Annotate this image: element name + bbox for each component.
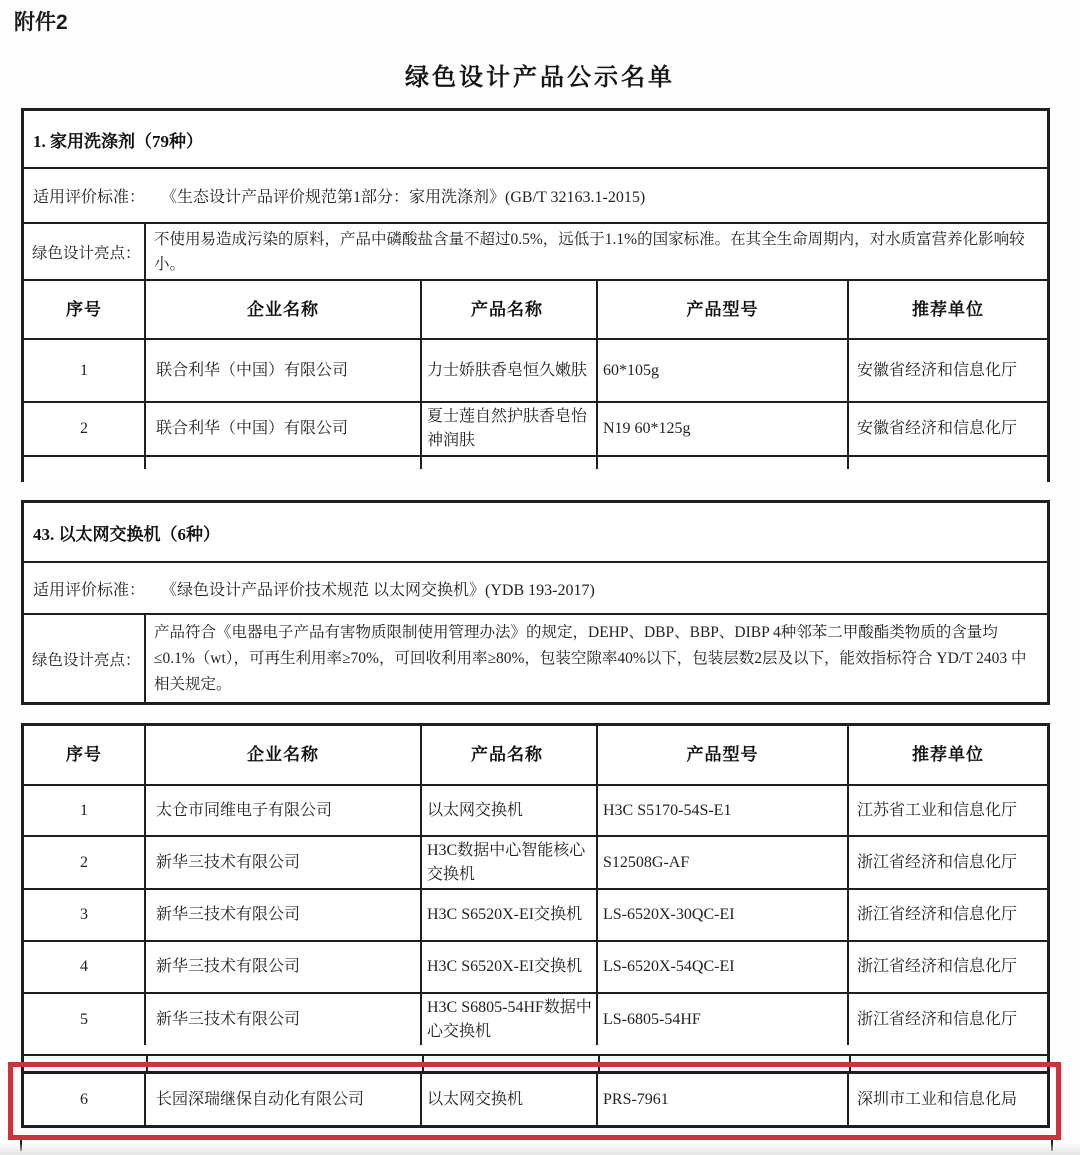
column-header-model: 产品型号: [598, 726, 849, 784]
row-product: H3C S6520X-EI交换机: [422, 942, 598, 992]
standard-label: 适用评价标准：: [33, 581, 146, 599]
row-company: 长园深瑞继保自动化有限公司: [146, 1074, 422, 1125]
row-company: 新华三技术有限公司: [146, 994, 422, 1045]
highlight-text: 不使用易造成污染的原料，产品中磷酸盐含量不超过0.5%，远低于1.1%的国家标准。在其全生命周期内，对水质富营养化影响较小。: [154, 230, 1025, 273]
row-product: H3C数据中心智能核心交换机: [422, 837, 598, 888]
row-recommender: 浙江省经济和信息化厅: [857, 1010, 1018, 1028]
table-row: [24, 994, 1047, 1045]
row-no: 6: [24, 1074, 146, 1125]
row-product: 夏士莲自然护肤香皂怡神润肤: [422, 403, 598, 455]
table-row: [24, 340, 1047, 403]
row-recommender: 浙江省经济和信息化厅: [857, 906, 1018, 923]
table-header-row: [24, 281, 1047, 340]
attachment-label: 附件2: [14, 11, 68, 34]
row-model: LS-6805-54HF: [598, 994, 849, 1045]
section-1-highlight-row: [24, 224, 1047, 281]
section-43-heading: 43. 以太网交换机（6种）: [24, 503, 1047, 563]
column-header-recommender: 推荐单位: [912, 299, 984, 319]
row-model: N19 60*125g: [598, 403, 849, 455]
row-no: 4: [24, 942, 146, 992]
page-title: 绿色设计产品公示名单: [405, 65, 675, 91]
highlight-text: 产品符合《电器电子产品有害物质限制使用管理办法》的规定，DEHP、DBP、BBP、DIBP 4种邻苯二甲酸酯类物质的含量均≤0.1%（wt），可再生利用率≥70%，可回收利用率≥80%，包装空隙率40%以下，包装层数2层及以下，能效指标符合 YD/T 2403 中相关规定。: [154, 623, 1027, 693]
highlight-label: 绿色设计亮点：: [24, 615, 146, 702]
section-1-heading: 1. 家用洗涤剂（79种）: [24, 111, 1047, 169]
row-company: 新华三技术有限公司: [146, 942, 422, 992]
highlight-label: 绿色设计亮点：: [24, 224, 146, 279]
row-recommender: 安徽省经济和信息化厅: [857, 361, 1018, 379]
row-company: 新华三技术有限公司: [146, 890, 422, 940]
row-product: H3C S6805-54HF数据中心交换机: [422, 994, 598, 1045]
row-model: LS-6520X-30QC-EI: [598, 890, 849, 940]
row-no: 1: [24, 340, 146, 401]
section-43-table: [21, 723, 1050, 1056]
section-1-table: [21, 108, 1050, 482]
column-header-company: 企业名称: [146, 726, 422, 784]
row-recommender: 深圳市工业和信息化局: [857, 1090, 1018, 1108]
row-no: 1: [24, 786, 146, 835]
row-product: 力士娇肤香皂恒久嫩肤: [422, 340, 598, 401]
table-row: [24, 786, 1047, 837]
row-company: 联合利华（中国）有限公司: [146, 403, 422, 455]
section-43-highlight-row: [24, 615, 1047, 702]
table-row: [24, 890, 1047, 942]
section-43-infobox: [21, 500, 1050, 705]
row-no: 2: [24, 403, 146, 455]
column-header-recommender: 推荐单位: [912, 745, 984, 764]
scan-bottom-shade: [0, 1143, 1080, 1155]
row-recommender: 浙江省经济和信息化厅: [857, 958, 1018, 975]
standard-label: 适用评价标准：: [33, 189, 146, 206]
row-product: 以太网交换机: [422, 1074, 598, 1125]
table-row: [24, 837, 1047, 890]
row-model: S12508G-AF: [598, 837, 849, 888]
row-model: PRS-7961: [598, 1074, 849, 1125]
column-header-product: 产品名称: [422, 726, 598, 784]
row-model: LS-6520X-54QC-EI: [598, 942, 849, 992]
row-recommender: 江苏省工业和信息化厅: [857, 801, 1018, 819]
row-no: 5: [24, 994, 146, 1045]
table-header-row: [24, 726, 1047, 786]
row-recommender: 安徽省经济和信息化厅: [857, 420, 1018, 437]
row-model: 60*105g: [598, 340, 849, 401]
column-header-no: 序号: [24, 726, 146, 784]
row-product: H3C S6520X-EI交换机: [422, 890, 598, 940]
standard-text: 《生态设计产品评价规范第1部分：家用洗涤剂》(GB/T 32163.1-2015): [161, 189, 646, 206]
table-row: [24, 942, 1047, 994]
cut-row-strip: [24, 457, 1047, 469]
row-company: 太仓市同维电子有限公司: [146, 786, 422, 835]
table-row: [24, 403, 1047, 457]
column-header-company: 企业名称: [146, 281, 422, 338]
section-1-standard-row: [24, 169, 1047, 224]
column-header-no: 序号: [24, 281, 146, 338]
section-43-standard-row: [24, 563, 1047, 615]
column-header-product: 产品名称: [422, 281, 598, 338]
row-no: 2: [24, 837, 146, 888]
row-model: H3C S5170-54S-E1: [598, 786, 849, 835]
row-company: 联合利华（中国）有限公司: [146, 340, 422, 401]
standard-text: 《绿色设计产品评价技术规范 以太网交换机》(YDB 193-2017): [161, 581, 595, 599]
row-company: 新华三技术有限公司: [146, 837, 422, 888]
red-highlight-annotation: [8, 1062, 1061, 1140]
row-recommender: 浙江省经济和信息化厅: [857, 853, 1018, 871]
row-product: 以太网交换机: [422, 786, 598, 835]
row-no: 3: [24, 890, 146, 940]
column-header-model: 产品型号: [598, 281, 849, 338]
